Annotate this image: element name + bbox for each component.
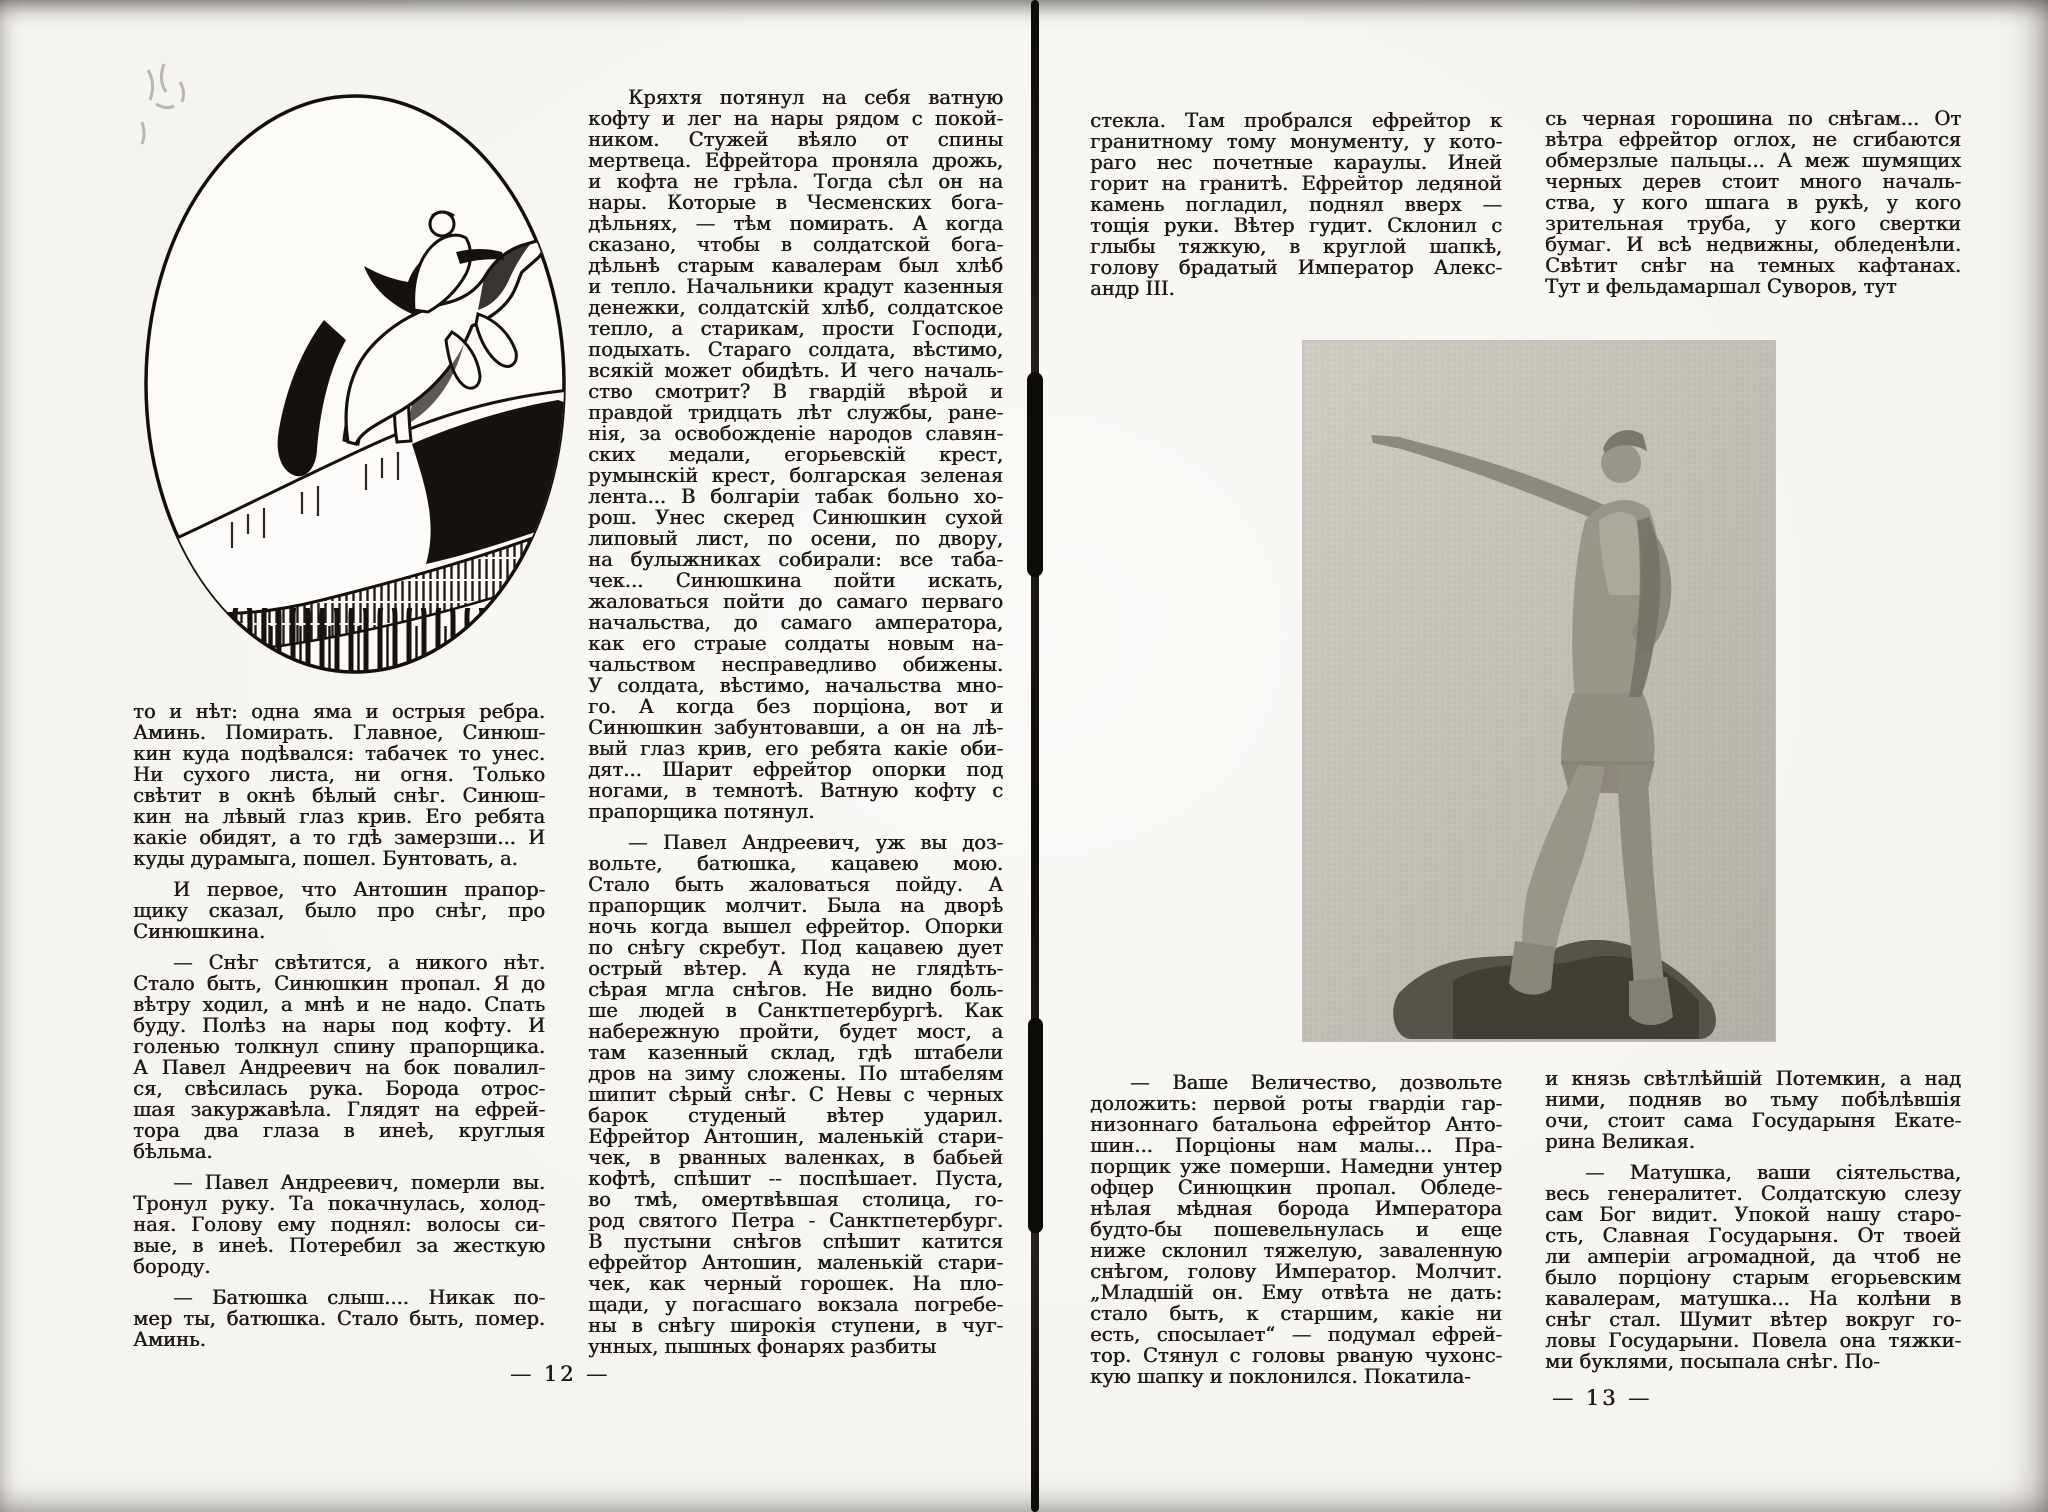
text-line: — Батюшка слыш.... Никак по- bbox=[173, 1286, 545, 1309]
text-line: подыхать. Стараго солдата, вѣстимо, bbox=[588, 338, 1003, 361]
text-line: ских медали, егорьевскій крест, bbox=[588, 443, 1003, 466]
text-line: вольте, батюшка, кацавею мою. bbox=[588, 852, 1003, 875]
page-gutter-shadow bbox=[1031, 0, 1039, 1512]
text-line: гранитному тому монументу, у кото- bbox=[1090, 130, 1502, 153]
text-line: У солдата, вѣстимо, начальства мно- bbox=[588, 674, 1003, 697]
text-line: очи, стоит сама Государыня Екате- bbox=[1545, 1109, 1961, 1132]
text-line: рина Великая. bbox=[1545, 1130, 1695, 1153]
text-line: бѣльма. bbox=[133, 1140, 213, 1163]
text-line: тощія руки. Вѣтер гудит. Склонил с bbox=[1090, 214, 1502, 237]
text-line: какіе обидят, а то гдѣ замерзши... И bbox=[133, 826, 545, 849]
text-line: снѣгом, голову Император. Молчит. bbox=[1090, 1260, 1502, 1283]
paragraph bbox=[1545, 108, 1961, 297]
text-line: Стало быть жаловаться пойду. А bbox=[588, 873, 1003, 896]
right-page-column-2-top bbox=[1545, 108, 1961, 297]
text-line: куды дурамыга, пошел. Бунтовать, а. bbox=[133, 847, 518, 870]
text-line: и кофта не грѣла. Тогда сѣл он на bbox=[588, 170, 1003, 193]
bronze-horseman-engraving bbox=[112, 52, 572, 700]
text-line: камень погладил, поднял вверх — bbox=[1090, 193, 1502, 216]
suvorov-statue-photo bbox=[1303, 341, 1775, 1041]
text-line: Синюшкина. bbox=[133, 920, 266, 943]
text-line: Аминь. bbox=[133, 1328, 206, 1351]
text-line: андр III. bbox=[1090, 277, 1175, 300]
text-line: на булыжниках собирали: все таба- bbox=[588, 548, 1003, 571]
text-line: голову брадатый Император Алекс- bbox=[1090, 256, 1502, 279]
text-line: кую шапку и поклонился. Покатила- bbox=[1090, 1365, 1471, 1388]
text-line: Синюшкин забунтовавши, а он на лѣ- bbox=[588, 716, 1003, 739]
text-line: сь черная горошина по снѣгам... От bbox=[1545, 107, 1961, 130]
text-line: сѣрая мгла снѣгов. Не видно боль- bbox=[588, 978, 1003, 1001]
text-line: прапорщика потянул. bbox=[588, 800, 815, 823]
text-line: липовый лист, по осени, по двору, bbox=[588, 527, 1003, 550]
text-line: горит на гранитѣ. Ефрейтор ледяной bbox=[1090, 172, 1502, 195]
text-line: всякій может обидѣть. И чего началь- bbox=[588, 359, 1003, 382]
text-line: щади, у погасшаго вокзала погребе- bbox=[588, 1293, 1003, 1316]
text-line: ловы Государыни. Повела она тяжки- bbox=[1545, 1329, 1961, 1352]
text-line: рош. Унес скеред Синюшкин сухой bbox=[588, 506, 1003, 529]
text-line: „Младшій он. Ему отвѣта не дать: bbox=[1090, 1281, 1502, 1304]
text-line: В пустыни снѣгов спѣшит катится bbox=[588, 1230, 1003, 1253]
text-line: глыбы тяжкую, в круглой шапкѣ, bbox=[1090, 235, 1502, 258]
text-line: дров на зиму сложены. По штабелям bbox=[588, 1062, 1003, 1085]
text-line: черных дерев стоит много началь- bbox=[1545, 170, 1961, 193]
text-line: доложить: первой роты гвардіи гар- bbox=[1090, 1092, 1502, 1115]
text-line: начальства, до самаго амператора, bbox=[588, 611, 1003, 634]
text-line: кавалерам, матушка... На колѣни в bbox=[1545, 1287, 1961, 1310]
text-line: чек, в рванных валенках, в бабьей bbox=[588, 1146, 1003, 1169]
text-line: ства, у кого шпага в рукѣ, у кого bbox=[1545, 191, 1961, 214]
text-line: род святого Петра - Санктпетербург. bbox=[588, 1209, 1003, 1232]
text-line: лента... В болгаріи табак больно хо- bbox=[588, 485, 1003, 508]
text-line: го. А когда без порціона, вот и bbox=[588, 695, 1003, 718]
text-line: ефрейтор Антошин, маленькій стари- bbox=[588, 1251, 1003, 1274]
text-line: — Павел Андреевич, померли вы. bbox=[173, 1171, 545, 1194]
text-line: ночь когда вышел ефрейтор. Опорки bbox=[588, 915, 1003, 938]
text-line: И первое, что Антошин прапор- bbox=[173, 878, 545, 901]
text-line: вѣтра ефрейтор оглох, не сгибаются bbox=[1545, 128, 1961, 151]
text-line: ше людей в Санктпетербургѣ. Как bbox=[588, 999, 1003, 1022]
text-line: весь генералитет. Солдатскую слезу bbox=[1545, 1182, 1961, 1205]
text-line: дят... Шарит ефрейтор опорки под bbox=[588, 758, 1003, 781]
text-line: Ефрейтор Антошин, маленькій стари- bbox=[588, 1125, 1003, 1148]
text-line: ногами, в темнотѣ. Ватную кофту с bbox=[588, 779, 1003, 802]
text-line: то и нѣт: одна яма и острыя ребра. bbox=[133, 700, 545, 723]
text-line: кин куда подѣвался: табачек то унес. bbox=[133, 742, 545, 765]
text-line: дѣльнѣ старым кавалерам был хлѣб bbox=[588, 254, 1003, 277]
text-line: нѣлая мѣдная борода Императора bbox=[1090, 1197, 1502, 1220]
text-line: — Снѣг свѣтится, а никого нѣт. bbox=[173, 951, 545, 974]
text-line: чальством несправедливо обижены. bbox=[588, 653, 1003, 676]
text-line: ниже склонил тяжелую, заваленную bbox=[1090, 1239, 1502, 1262]
text-line: раго нес почетные караулы. Иней bbox=[1090, 151, 1502, 174]
text-line: шая закуржавѣла. Глядят на ефрей- bbox=[133, 1098, 545, 1121]
text-line: тора два глаза в инеѣ, круглыя bbox=[133, 1119, 545, 1142]
text-line: низоннаго батальона ефрейтор Анто- bbox=[1090, 1113, 1502, 1136]
text-line: прапорщик молчит. Была на дворѣ bbox=[588, 894, 1003, 917]
text-line: вѣтру ходил, а мнѣ и не надо. Спать bbox=[133, 993, 545, 1016]
text-line: унных, пышных фонарях разбиты bbox=[588, 1335, 937, 1358]
text-line: и князь свѣтлѣйшій Потемкин, а над bbox=[1545, 1067, 1961, 1090]
text-line: там казенный склад, гдѣ штабели bbox=[588, 1041, 1003, 1064]
text-line: правдой тридцать лѣт службы, ране- bbox=[588, 401, 1003, 424]
text-line: набережную пройти, будет мост, а bbox=[588, 1020, 1003, 1043]
text-line: румынскій крест, болгарская зеленая bbox=[588, 464, 1003, 487]
paragraph bbox=[133, 701, 545, 869]
text-line: Стало быть, Синюшкин пропал. Я до bbox=[133, 972, 545, 995]
text-line: сказано, чтобы в солдатской бога- bbox=[588, 233, 1003, 256]
text-line: есть, спосылает“ — подумал ефрей- bbox=[1090, 1323, 1502, 1346]
text-line: щику сказал, было про снѣг, про bbox=[133, 899, 545, 922]
text-line: шин... Порціоны нам малы... Пра- bbox=[1090, 1134, 1502, 1157]
paragraph bbox=[588, 832, 1003, 1357]
text-line: кофту и лег на нары рядом с покой- bbox=[588, 107, 1003, 130]
right-page-number: — 13 — bbox=[1551, 1386, 1653, 1410]
text-line: нія, за освобожденіе народов славян- bbox=[588, 422, 1003, 445]
text-line: чек, как черный горошек. На пло- bbox=[588, 1272, 1003, 1295]
text-line: голенью толкнул спину прапорщика. bbox=[133, 1035, 545, 1058]
text-line: и тепло. Начальники крадут казенныя bbox=[588, 275, 1003, 298]
text-line: барок студеный вѣтер ударил. bbox=[588, 1104, 1003, 1127]
text-line: Ни сухого листа, ни огня. Только bbox=[133, 763, 545, 786]
text-line: Тронул руку. Та покачнулась, холод- bbox=[133, 1192, 545, 1215]
text-line: дѣльнях, — тѣм помирать. А когда bbox=[588, 212, 1003, 235]
paragraph bbox=[133, 952, 545, 1162]
left-page-column-1 bbox=[133, 701, 545, 1350]
text-line: шипит сѣрый снѣг. С Невы с черных bbox=[588, 1083, 1003, 1106]
text-line: буду. Полѣз на нары под кофту. И bbox=[133, 1014, 545, 1037]
left-page-column-2 bbox=[588, 87, 1003, 1357]
text-line: денежки, солдатскій хлѣб, солдатское bbox=[588, 296, 1003, 319]
text-line: острый вѣтер. А куда не глядѣть- bbox=[588, 957, 1003, 980]
text-line: Свѣтит снѣг на темных кафтанах. bbox=[1545, 254, 1961, 277]
suvorov-statue-photo-figure bbox=[1303, 341, 1775, 1041]
paragraph bbox=[133, 1172, 545, 1277]
text-line: А Павел Андреевич на бок повалил- bbox=[133, 1056, 545, 1079]
text-line: ная. Голову ему поднял: волосы си- bbox=[133, 1213, 545, 1236]
text-line: снѣг стал. Шумит вѣтер вокруг го- bbox=[1545, 1308, 1961, 1331]
text-line: обмерзлые пальцы... А меж шумящих bbox=[1545, 149, 1961, 172]
text-line: Тут и фельдамаршал Суворов, тут bbox=[1545, 275, 1897, 298]
text-line: ство смотрит? В гвардій вѣрой и bbox=[588, 380, 1003, 403]
text-line: кофтѣ, спѣшит -- поспѣшает. Пуста, bbox=[588, 1167, 1003, 1190]
text-line: сть, Славная Государыня. От твоей bbox=[1545, 1224, 1961, 1247]
text-line: тепло, а старикам, прости Господи, bbox=[588, 317, 1003, 340]
text-line: вые, в инеѣ. Потеребил за жесткую bbox=[133, 1234, 545, 1257]
text-line: ли амперіи агромадной, да чтоб не bbox=[1545, 1245, 1961, 1268]
text-line: как его страые солдаты новым на- bbox=[588, 632, 1003, 655]
text-line: будто-бы пошевельнулась и еще bbox=[1090, 1218, 1502, 1241]
fence-railing bbox=[112, 608, 572, 681]
text-line: мер ты, батюшка. Стало быть, помер. bbox=[133, 1307, 545, 1330]
text-line: нары. Которые в Чесменских бога- bbox=[588, 191, 1003, 214]
left-page-number: — 12 — bbox=[509, 1362, 611, 1386]
text-line: ником. Стужей вѣяло от спины bbox=[588, 128, 1003, 151]
text-line: — Матушка, ваши сіятельства, bbox=[1585, 1161, 1961, 1184]
text-line: порщик уже померши. Намедни унтер bbox=[1090, 1155, 1502, 1178]
text-line: свѣтит в окнѣ бѣлый снѣг. Синюш- bbox=[133, 784, 545, 807]
right-page-column-1-top bbox=[1090, 110, 1502, 299]
text-line: тор. Стянул с головы рваную чухонс- bbox=[1090, 1344, 1502, 1367]
paragraph bbox=[133, 1287, 545, 1350]
text-line: Аминь. Помирать. Главное, Синюш- bbox=[133, 721, 545, 744]
text-line: ся, свѣсилась рука. Борода отрос- bbox=[133, 1077, 545, 1100]
text-line: чек... Синюшкина пойти искать, bbox=[588, 569, 1003, 592]
right-page-column-2-bottom bbox=[1545, 1068, 1961, 1372]
text-line: офцер Синющкин пропал. Обледе- bbox=[1090, 1176, 1502, 1199]
text-line: стекла. Там пробрался ефрейтор к bbox=[1090, 109, 1502, 132]
text-line: вый глаз крив, его ребята какіе оби- bbox=[588, 737, 1003, 760]
text-line: Кряхтя потянул на себя ватную bbox=[628, 86, 1003, 109]
text-line: ними, подняв во тьму побѣлѣвшія bbox=[1545, 1088, 1961, 1111]
text-line: — Ваше Величество, дозвольте bbox=[1130, 1071, 1502, 1094]
paragraph bbox=[588, 87, 1003, 822]
text-line: ны в снѣгу широкія ступени, в чуг- bbox=[588, 1314, 1003, 1337]
text-line: мертвеца. Ефрейтора проняла дрожь, bbox=[588, 149, 1003, 172]
right-page-column-1-bottom bbox=[1090, 1072, 1502, 1387]
text-line: было порціону старым егорьевским bbox=[1545, 1266, 1961, 1289]
text-line: бумаг. И всѣ недвижны, обледенѣли. bbox=[1545, 233, 1961, 256]
paragraph bbox=[1090, 1072, 1502, 1387]
text-line: — Павел Андреевич, уж вы доз- bbox=[628, 831, 1003, 854]
text-line: во тмѣ, омертвѣвшая столица, го- bbox=[588, 1188, 1003, 1211]
text-line: ми буклями, посыпала снѣг. По- bbox=[1545, 1350, 1880, 1373]
pencil-smudge-icon bbox=[142, 64, 184, 144]
text-line: сам Бог видит. Упокой нашу старо- bbox=[1545, 1203, 1961, 1226]
paragraph bbox=[133, 879, 545, 942]
bronze-horseman-engraving-figure bbox=[112, 52, 572, 700]
paragraph bbox=[1545, 1162, 1961, 1372]
text-line: бороду. bbox=[133, 1255, 211, 1278]
text-line: зрительная труба, у кого свертки bbox=[1545, 212, 1961, 235]
paragraph bbox=[1090, 110, 1502, 299]
paragraph bbox=[1545, 1068, 1961, 1152]
text-line: жаловаться пойти до самаго перваго bbox=[588, 590, 1003, 613]
text-line: стало быть, к старшим, какіе ни bbox=[1090, 1302, 1502, 1325]
text-line: по снѣгу скребут. Под кацавею дует bbox=[588, 936, 1003, 959]
text-line: кин на лѣвый глаз крив. Его ребята bbox=[133, 805, 545, 828]
